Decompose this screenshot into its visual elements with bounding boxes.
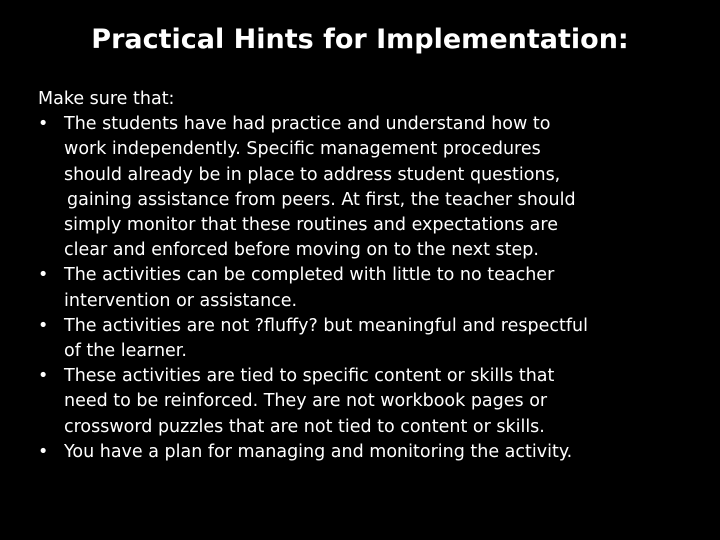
bullet-text bbox=[64, 364, 686, 440]
bullet-line: You have a plan for managing and monitoring the activity. bbox=[64, 441, 573, 462]
bullet-line: of the learner. bbox=[64, 341, 187, 362]
bullet-line: work independently. Specific management procedures bbox=[64, 139, 541, 160]
bullet-line: clear and enforced before moving on to the next step. bbox=[64, 240, 539, 261]
bullet-list bbox=[38, 112, 686, 465]
bullet-line: The activities are not ?fluffy? but meaningful and respectful bbox=[64, 315, 588, 336]
bullet-text bbox=[64, 440, 686, 465]
bullet-icon: • bbox=[38, 366, 49, 387]
bullet-line: simply monitor that these routines and expectations are bbox=[64, 215, 558, 236]
bullet-line: crossword puzzles that are not tied to content or skills. bbox=[64, 416, 545, 437]
bullet-text bbox=[64, 263, 686, 313]
bullet-icon: • bbox=[38, 315, 49, 336]
intro-text: Make sure that: bbox=[38, 89, 175, 109]
bullet-icon: • bbox=[38, 441, 49, 462]
bullet-text bbox=[64, 112, 686, 263]
bullet-line: The students have had practice and understand how to bbox=[64, 114, 551, 135]
list-item bbox=[38, 263, 686, 313]
bullet-line: The activities can be completed with little to no teacher bbox=[64, 265, 555, 286]
bullet-line: These activities are tied to specific content or skills that bbox=[64, 366, 555, 387]
bullet-icon: • bbox=[38, 265, 49, 286]
list-item bbox=[38, 364, 686, 440]
bullet-icon: • bbox=[38, 114, 49, 135]
list-item bbox=[38, 112, 686, 263]
slide-body bbox=[38, 87, 686, 465]
list-item bbox=[38, 314, 686, 364]
bullet-line: gaining assistance from peers. At first, the teacher should bbox=[67, 189, 576, 210]
bullet-line: intervention or assistance. bbox=[64, 290, 298, 311]
bullet-line: should already be in place to address student questions, bbox=[64, 164, 561, 185]
list-item bbox=[38, 440, 686, 465]
bullet-line: need to be reinforced. They are not workbook pages or bbox=[64, 391, 548, 412]
bullet-text bbox=[64, 314, 686, 364]
slide-title: Practical Hints for Implementation: bbox=[91, 24, 629, 55]
